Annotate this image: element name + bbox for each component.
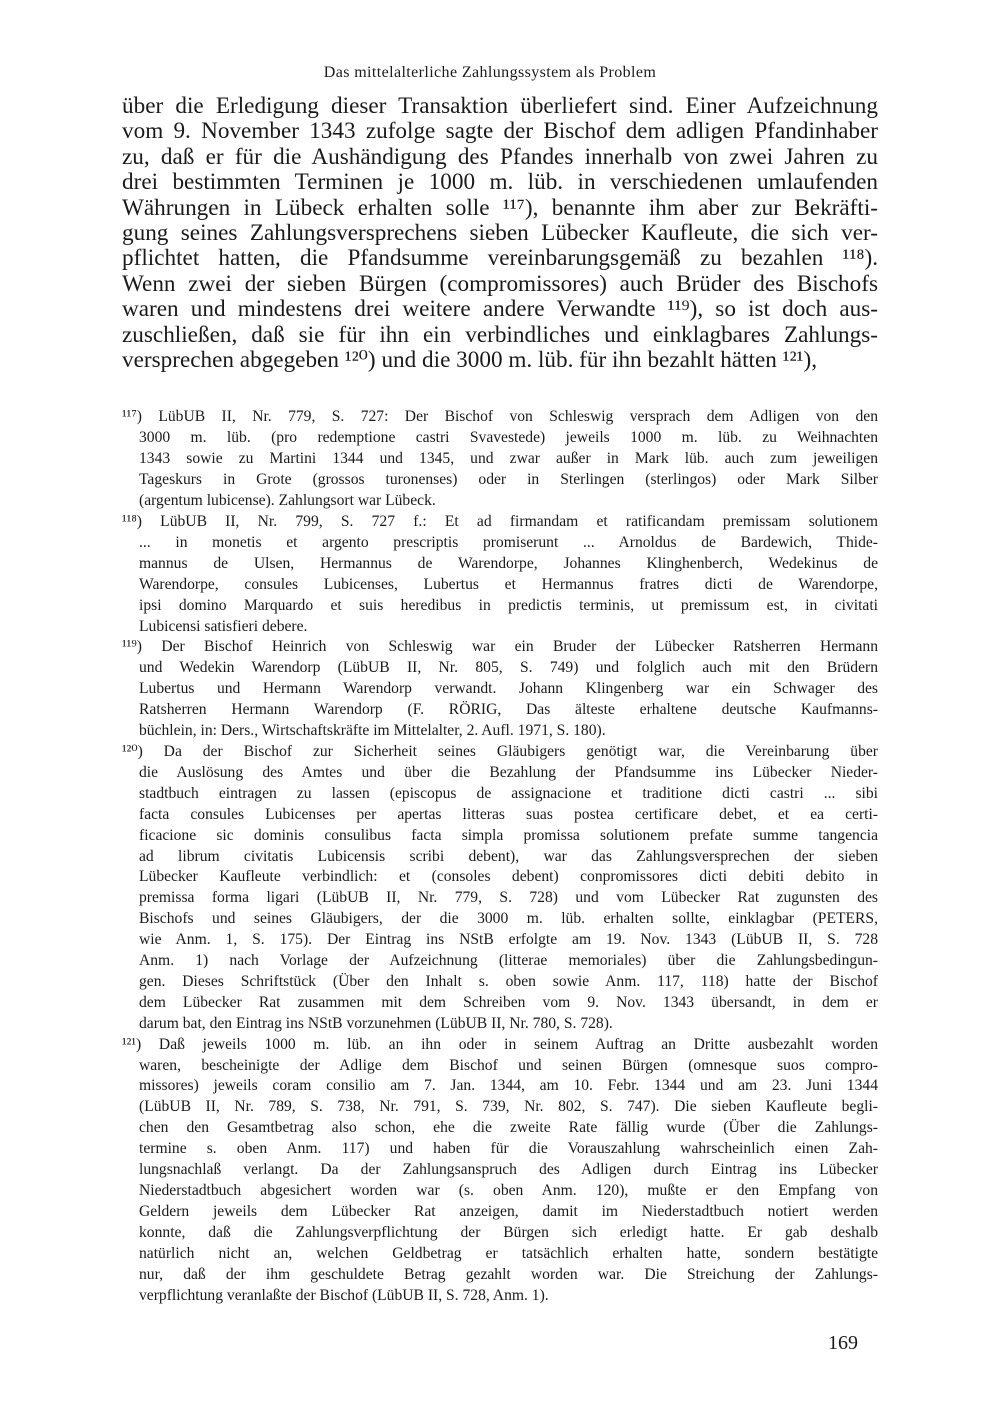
footnote-120-line: wie Anm. 1, S. 175). Der Eintrag ins NStB erfolgte am 19. Nov. 1343 (LübUB II, S. 728 [139, 931, 878, 949]
page-number: 169 [828, 1332, 858, 1354]
body-line: Wenn zwei der sieben Bürgen (compromissores) auch Brüder des Bischofs [122, 270, 878, 297]
footnote-118-line: ¹¹⁸) LübUB II, Nr. 799, S. 727 f.: Et ad firmandam et ratificandam premissam solutionem [122, 513, 878, 530]
running-head: Das mittelalterliche Zahlungssystem als Problem [323, 64, 657, 81]
footnote-121-line: ¹²¹) Daß jeweils 1000 m. lüb. an ihn oder in seinem Auftrag an Dritte ausbezahlt worden [122, 1035, 878, 1053]
footnote-120-line: darum bat, den Eintrag ins NStB vorzunehmen (LübUB II, Nr. 780, S. 728). [139, 1014, 613, 1032]
footnote-120-line: stadtbuch eintragen zu lassen (episcopus de assignacione et traditione dicti castri ... sibi [139, 784, 878, 802]
body-line: versprechen abgegeben ¹²⁰) und die 3000 m. lüb. für ihn bezahlt hätten ¹²¹), [122, 347, 818, 374]
footnote-121-line: termine s. oben Anm. 117) und haben für die Vorauszahlung wahrscheinlich einen Zah- [139, 1140, 878, 1158]
footnote-120-line: premissa forma ligari (LübUB II, Nr. 779, S. 728) und vom Lübecker Rat zugunsten des [139, 889, 878, 907]
body-line: zuschließen, daß sie für ihn ein verbindliches und einklagbares Zahlungs- [122, 321, 878, 348]
footnotes [122, 407, 878, 1306]
footnote-120-line: dem Lübecker Rat zusammen mit dem Schreiben vom 9. Nov. 1343 übersandt, in dem er [139, 993, 878, 1011]
footnote-121-line: waren, bescheinigte der Adlige dem Bischof und seinen Bürgen (omnesque suos compro- [139, 1056, 878, 1074]
footnote-117-line: 3000 m. lüb. (pro redemptione castri Svavestede) jeweils 1000 m. lüb. zu Weihnachten [139, 429, 878, 447]
footnote-120-line: ad librum civitatis Lubicensis scribi debent), war das Zahlungsversprechen der sieben [139, 847, 878, 865]
body-line: über die Erledigung dieser Transaktion überliefert sind. Einer Aufzeichnung [122, 93, 878, 119]
body-line: waren und mindestens drei weitere andere Verwandte ¹¹⁹), so ist doch aus- [122, 296, 878, 323]
footnote-121-line: Geldern jeweils dem Lübecker Rat anzeigen, damit im Niederstadtbuch notiert werden [139, 1202, 878, 1220]
footnote-121-line: (LübUB II, Nr. 789, S. 738, Nr. 791, S. 739, Nr. 802, S. 747). Die sieben Kaufleute begli- [139, 1098, 878, 1116]
footnote-117-line: Tageskurs in Grote (grossos turonenses) oder in Sterlingen (sterlingos) oder Mark Silber [139, 471, 878, 489]
footnote-117-line: ¹¹⁷) LübUB II, Nr. 779, S. 727: Der Bischof von Schleswig versprach dem Adligen von den [122, 408, 878, 426]
footnote-120-line: ¹²⁰) Da der Bischof zur Sicherheit seines Gläubigers genötigt war, die Vereinbarung über [122, 742, 878, 760]
footnote-117-line: (argentum lubicense). Zahlungsort war Lübeck. [139, 492, 436, 510]
body-line: vom 9. November 1343 zufolge sagte der Bischof dem adligen Pfandinhaber [122, 118, 878, 145]
footnote-117-line: 1343 sowie zu Martini 1344 und 1345, und zwar außer in Mark lüb. auch zum jeweiligen [139, 450, 878, 468]
footnote-120-line: Lübecker Kaufleute verbindlich: et (consoles debent) conpromissores dicti debiti debito in [139, 868, 878, 886]
footnote-121-line: lungsnachlaß verlangt. Da der Zahlungsanspruch des Adligen durch Eintrag ins Lübecker [139, 1161, 878, 1179]
body-line: zu, daß er für die Aushändigung des Pfandes innerhalb von zwei Jahren zu [122, 143, 878, 170]
footnote-120-line: gen. Dieses Schriftstück (Über den Inhalt s. oben sowie Anm. 117, 118) hatte der Bischof [139, 972, 878, 990]
footnote-121-line: konnte, daß die Zahlungsverpflichtung der Bürgen sich erledigt hatte. Er gab deshalb [139, 1223, 878, 1241]
footnote-121-line: verpflichtung veranlaßte der Bischof (LübUB II, S. 728, Anm. 1). [139, 1286, 549, 1304]
footnote-118-line: Lubicensi satisfieri debere. [139, 617, 308, 635]
footnote-118-line: ipsi domino Marquardo et suis heredibus in predictis terminis, ut premissum est, in civitati [139, 596, 878, 614]
footnote-118-line: Warendorpe, consules Lubicenses, Lubertus et Hermannus fratres dicti de Warendorpe, [139, 575, 878, 593]
footnote-121-line: natürlich nicht an, welchen Geldbetrag er tatsächlich erhalten hatte, sondern bestätigte [139, 1244, 878, 1262]
footnote-119-line: und Wedekin Warendorp (LübUB II, Nr. 805, S. 749) und folglich auch mit den Brüdern [139, 659, 878, 677]
footnote-121-line: nur, daß der ihm geschuldete Betrag gezahlt worden war. Die Streichung der Zahlungs- [139, 1265, 878, 1283]
footnote-121-line: missores) jeweils coram consilio am 7. Jan. 1344, am 10. Febr. 1344 und am 23. Juni 1344 [139, 1077, 878, 1095]
footnote-120-line: Bischofs und seines Gläubigers, der die 3000 m. lüb. erhalten sollte, einklagbar (PETERS, [139, 910, 878, 928]
main-text [122, 94, 878, 373]
body-line: gung seines Zahlungsversprechens sieben Lübecker Kaufleute, die sich ver- [122, 220, 878, 247]
footnote-119-line: büchlein, in: Ders., Wirtschaftskräfte im Mittelalter, 2. Aufl. 1971, S. 180). [139, 722, 606, 740]
footnote-119-line: Ratsherren Hermann Warendorp (F. RÖRIG, Das älteste erhaltene deutsche Kaufmanns- [139, 701, 878, 719]
body-line: drei bestimmten Terminen je 1000 m. lüb. in verschiedenen umlaufenden [122, 169, 878, 196]
footnote-120-line: Anm. 1) nach Vorlage der Aufzeichnung (litterae memoriales) über die Zahlungsbedingun- [139, 952, 878, 970]
page [122, 64, 878, 1306]
footnote-118-line: ... in monetis et argento prescriptis promiserunt ... Arnoldus de Bardewich, Thide- [139, 533, 878, 551]
footnote-119-line: ¹¹⁹) Der Bischof Heinrich von Schleswig war ein Bruder der Lübecker Ratsherren Hermann [122, 638, 878, 656]
body-line: Währungen in Lübeck erhalten solle ¹¹⁷), benannte ihm aber zur Bekräfti- [122, 194, 878, 221]
footnote-120-line: die Auslösung des Amtes und über die Bezahlung der Pfandsumme ins Lübecker Nieder- [139, 763, 878, 781]
footnote-121-line: Niederstadtbuch abgesichert worden war (s. oben Anm. 120), mußte er den Empfang von [139, 1182, 878, 1199]
footnote-120-line: ficacione sic dominis consulibus facta simpla promissa solutionem prefate summe tangencia [139, 826, 878, 844]
footnote-119-line: Lubertus und Hermann Warendorp verwandt. Johann Klingenberg war ein Schwager des [139, 680, 878, 698]
body-line: pflichtet hatten, die Pfandsumme vereinbarungsgemäß zu bezahlen ¹¹⁸). [122, 245, 878, 272]
footnote-120-line: facta consules Lubicenses per apertas litteras suas postea certificare debet, et ea certi- [139, 805, 878, 823]
footnote-121-line: chen den Gesamtbetrag also schon, ehe die zweite Rate fällig wurde (Über die Zahlungs- [139, 1119, 878, 1137]
footnote-118-line: mannus de Ulsen, Hermannus de Warendorpe, Johannes Klinghenberch, Wedekinus de [139, 554, 878, 572]
